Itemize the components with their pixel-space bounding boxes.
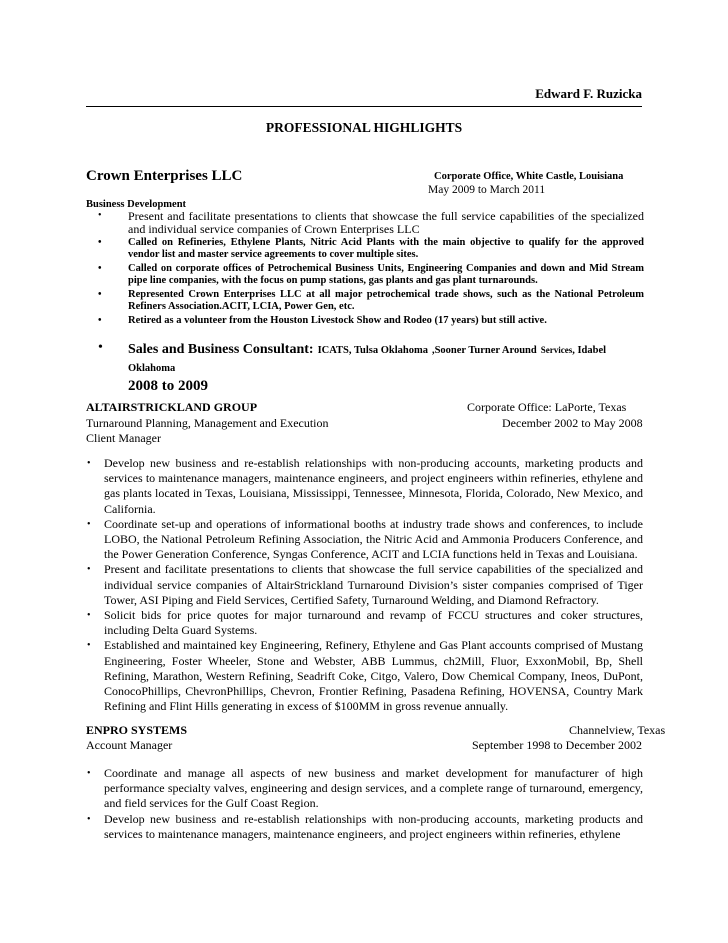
bullet-icon: • (98, 289, 102, 301)
list-item: • Called on corporate offices of Petrochemical Business Units, Engineering Companies and down and Mid Stream pipe line companies, with the focus on pump stations, gas plants and gas plant turnarounds. (98, 263, 644, 287)
altair-bullet-list (86, 456, 643, 714)
crown-bullet-list (98, 210, 644, 329)
list-item: • Present and facilitate presentations to clients that showcase the full service capabilities of the specialized and individual service companies of AltairStrickland Turnaround Division’s sister companies comprised of Tiger Tower, ASI Piping and Field Services, Certified Safety, Turnaround Welding, and Diamond Refractory. (87, 562, 643, 607)
enpro-company-name: ENPRO SYSTEMS (86, 723, 188, 737)
crown-department: Business Development (86, 199, 187, 210)
bullet-icon: • (87, 564, 91, 576)
consultant-years: 2008 to 2009 (128, 378, 208, 394)
list-item: • Develop new business and re-establish relationships with non-producing accounts, marketing products and services to maintenance managers, maintenance engineers, and project engineers within refineries, ethylene (87, 811, 643, 841)
crown-location: Corporate Office, White Castle, Louisiana (434, 171, 624, 182)
enpro-bullet-list (86, 766, 643, 842)
bullet-icon: • (98, 263, 102, 275)
crown-dates: May 2009 to March 2011 (428, 184, 546, 196)
altair-subtitle: Turnaround Planning, Management and Execution (86, 416, 329, 430)
bullet-icon: • (98, 340, 103, 355)
list-item: • Coordinate set-up and operations of informational booths at industry trade shows and conferences, to include LOBO, the National Petroleum Refining Association, the Nitric Acid and Ammonia Producers Conference, and the Power Generation Conference, Syngas Conference, ACIT and LCIA functions held in Texas and Louisiana. (87, 516, 643, 562)
list-item: • Develop new business and re-establish relationships with non-producing accounts, marketing products and services to maintenance managers, maintenance engineers, and project engineers within refineries, ethylene and gas plants located in Texas, Louisiana, Mississippi, Tennessee, Minnesota, Florida, Colorado, New Mexico, and California. (87, 456, 643, 516)
bullet-icon: • (98, 210, 102, 221)
list-item: • Coordinate and manage all aspects of new business and market development for manufacturer of high performance specialty valves, engineering and design services, and a complete range of turnaround, emergency, and field services for the Gulf Coast Region. (87, 766, 643, 811)
list-item: • Established and maintained key Engineering, Refinery, Ethylene and Gas Plant accounts comprised of Mustang Engineering, Foster Wheeler, Stone and Webster, ABB Lummus, ch2Mill, Fluor, ExxonMobil, Bp, Shell Refining, Marathon, Western Refining, Seadrift Coke, Citgo, Valero, Dow Chemical Company, Ineos, DuPont, ConocoPhillips, ChevronPhillips, Chevron, Frontier Refining, Pasadena Refining, HOVENSA, Country Mark Refining and Flint Hills generating in excess of $100MM in gross revenue annually. (87, 638, 643, 714)
altair-company-name: ALTAIRSTRICKLAND GROUP (86, 400, 258, 414)
bullet-icon: • (87, 768, 91, 779)
list-item: • Called on Refineries, Ethylene Plants, Nitric Acid Plants with the main objective to qualify for the approved vendor list and master service agreements to cover multiple sites. (98, 237, 644, 261)
bullet-icon: • (98, 315, 102, 327)
consultant-client-3: Services (540, 345, 573, 355)
list-item: • Represented Crown Enterprises LLC at all major petrochemical trade shows, such as the National Petroleum Refiners Association.ACIT, LCIA, Power Gen, etc. (98, 289, 644, 313)
candidate-name: Edward F. Ruzicka (535, 86, 642, 101)
consultant-client-4: , Idabel Oklahoma (128, 345, 607, 374)
consultant-row (98, 340, 644, 395)
enpro-location: Channelview, Texas (569, 723, 666, 737)
altair-location: Corporate Office: LaPorte, Texas (467, 400, 627, 414)
bullet-icon: • (87, 458, 91, 469)
bullet-icon: • (87, 518, 91, 530)
enpro-role: Account Manager (86, 738, 173, 752)
crown-company-name: Crown Enterprises LLC (86, 168, 243, 184)
section-heading: PROFESSIONAL HIGHLIGHTS (265, 120, 463, 135)
consultant-client-1: ICATS, Tulsa Oklahoma (317, 345, 428, 356)
altair-role: Client Manager (86, 431, 161, 445)
bullet-icon: • (98, 237, 102, 249)
bullet-icon: • (87, 640, 91, 652)
header-rule (86, 106, 642, 107)
list-item: • Solicit bids for price quotes for major turnaround and revamp of FCCU structures and coker structures, including Delta Guard Systems. (87, 608, 643, 638)
bullet-icon: • (87, 610, 91, 622)
list-item: • Retired as a volunteer from the Houston Livestock Show and Rodeo (17 years) but still active. (98, 315, 547, 327)
consultant-client-2: ,Sooner Turner Around (431, 345, 537, 356)
bullet-icon: • (87, 813, 91, 825)
altair-dates: December 2002 to May 2008 (502, 416, 643, 430)
enpro-dates: September 1998 to December 2002 (472, 738, 642, 752)
consultant-title: Sales and Business Consultant: (128, 342, 314, 357)
list-item: • Present and facilitate presentations to clients that showcase the full service capabilities of the specialized and individual service companies of Crown Enterprises LLC (98, 209, 644, 236)
consultant-entry (98, 340, 644, 395)
